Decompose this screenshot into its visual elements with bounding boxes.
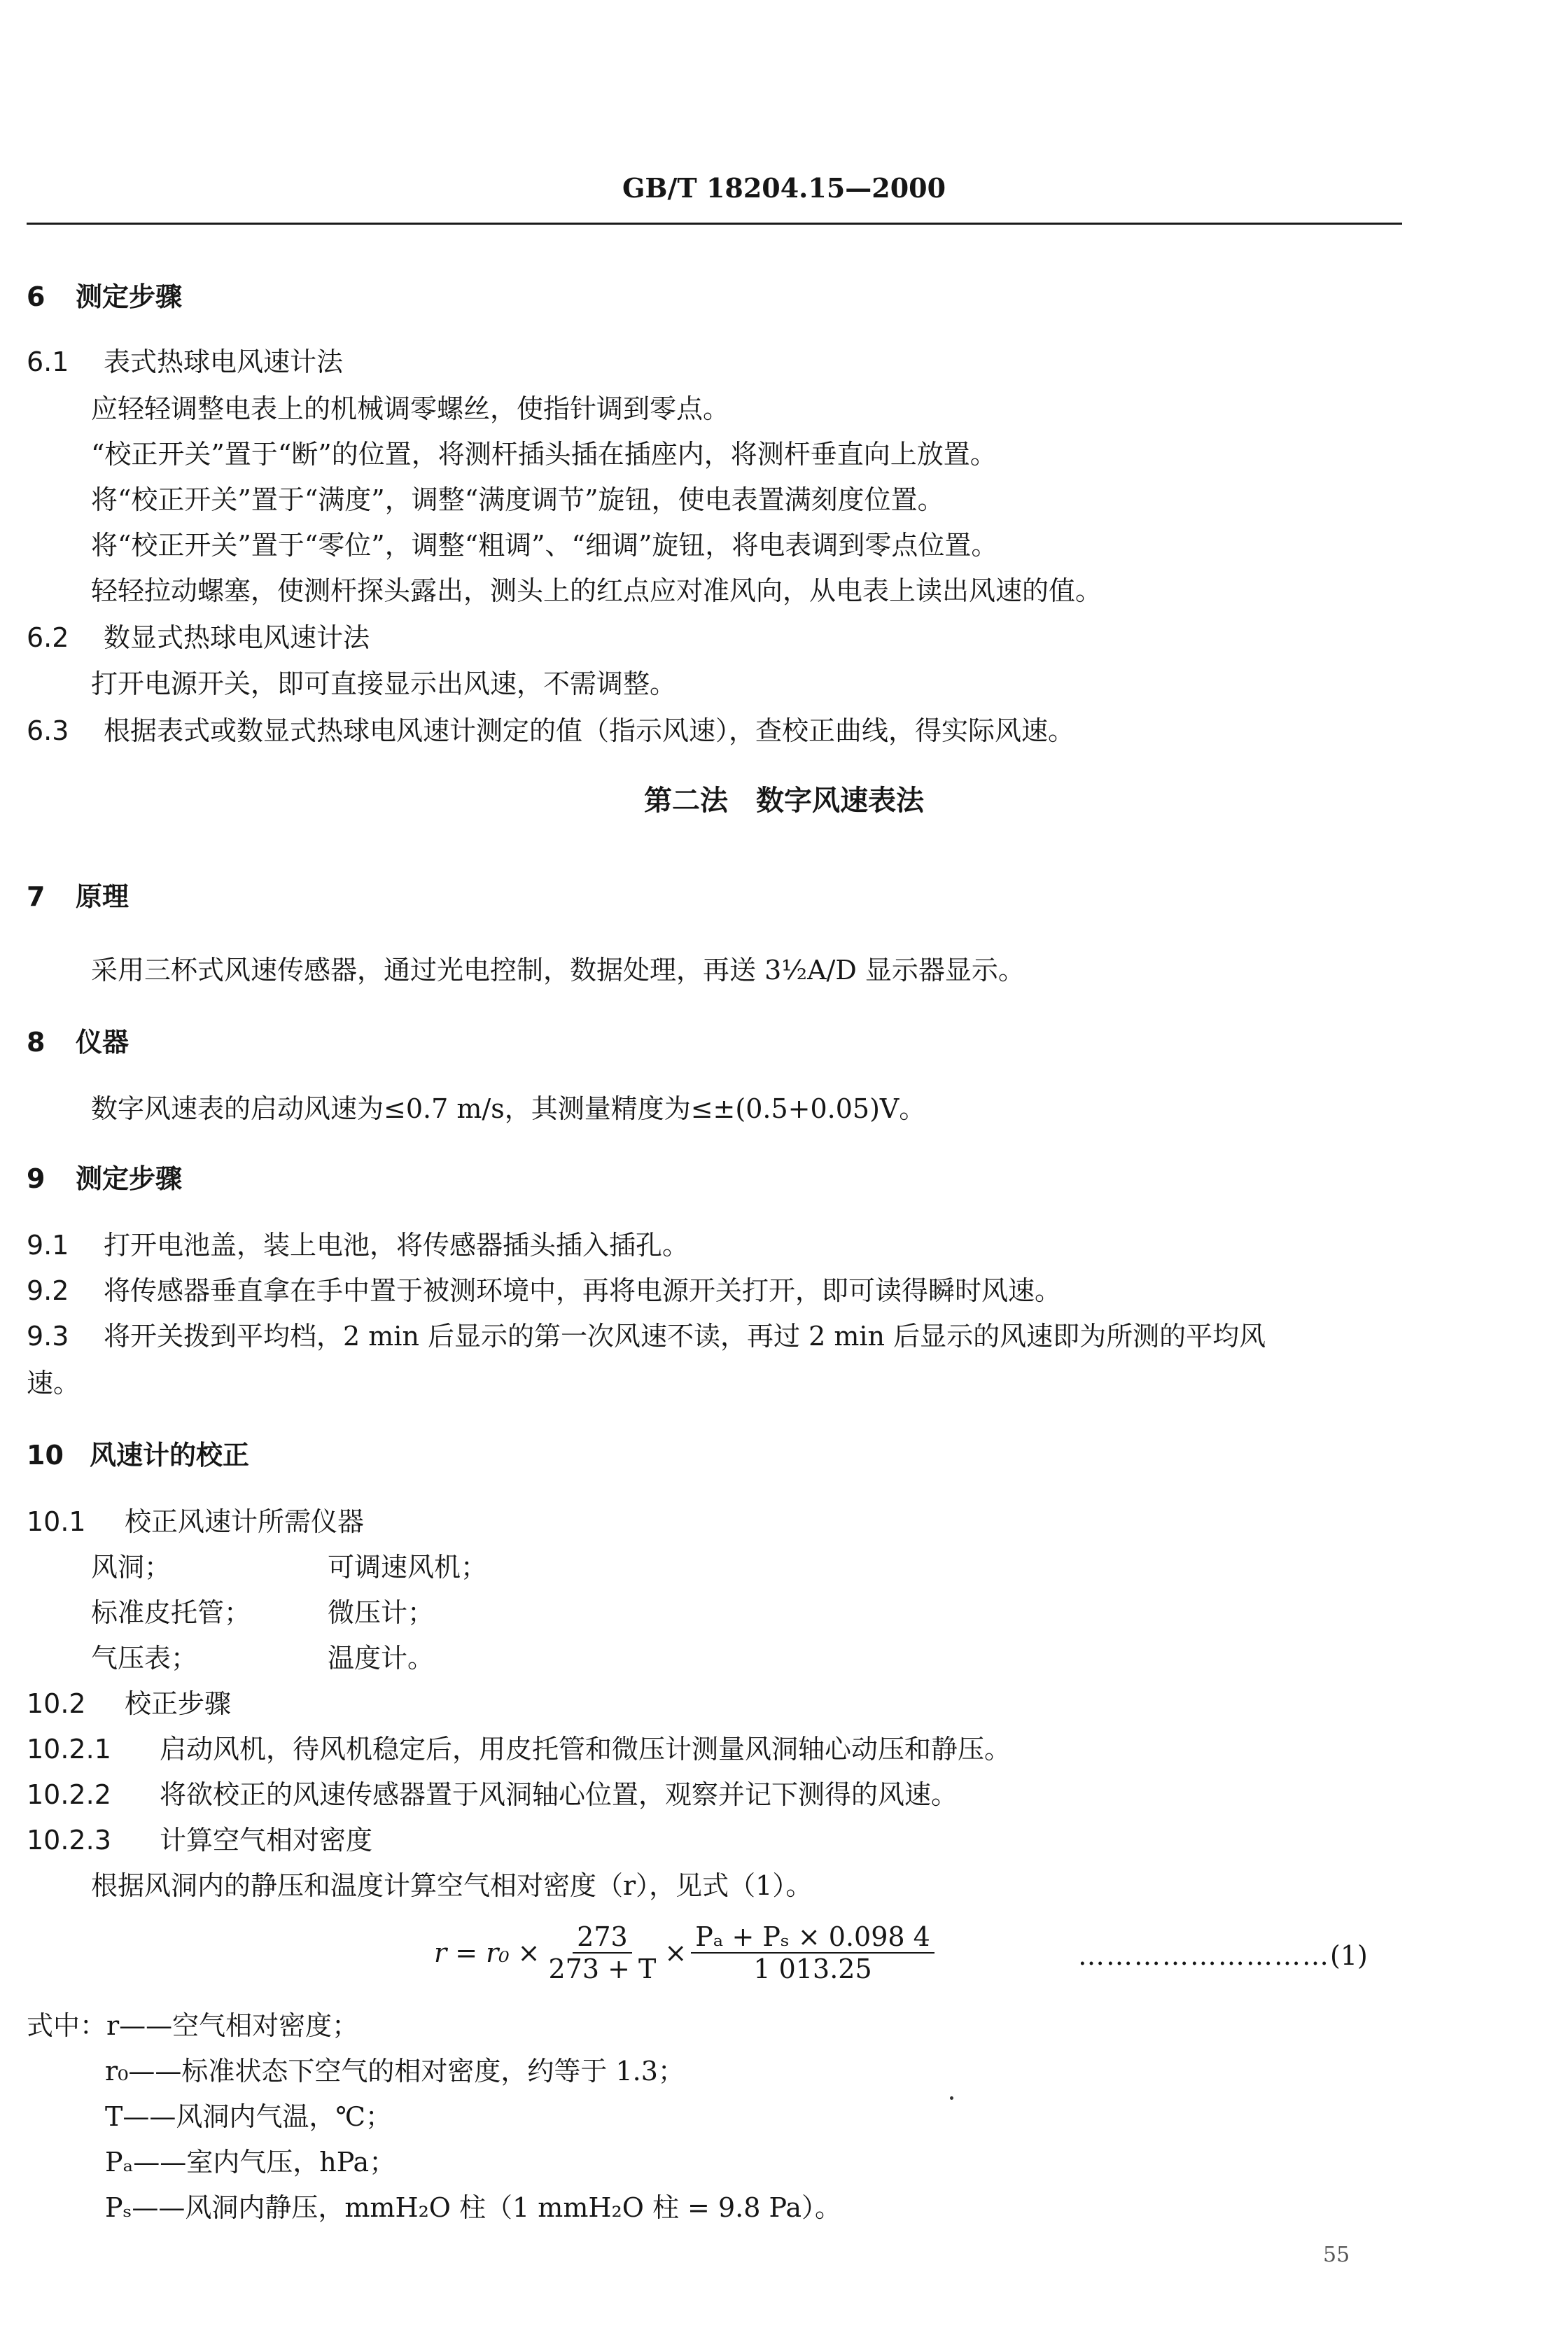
step-text: 计算空气相对密度	[160, 1825, 373, 1856]
instrument-right: 可调速风机；	[328, 1552, 488, 1583]
step-text: 将传感器垂直拿在手中置于被测环境中，再将电源开关打开，即可读得瞬时风速。	[104, 1275, 1062, 1306]
section-title: 测定步骤	[76, 1163, 183, 1194]
step-number: 10.2.2	[27, 1779, 111, 1810]
instrument-left: 风洞；	[91, 1552, 172, 1583]
subsection-title: 校正步骤	[125, 1688, 232, 1719]
step-9-3	[27, 1319, 1266, 1353]
subsection-number: 6.2	[27, 622, 69, 653]
fraction-numerator: 273	[573, 1921, 632, 1954]
paragraph-line: “校正开关”置于“断”的位置，将测杆插头插在插座内，将测杆垂直向上放置。	[91, 439, 997, 470]
step-text: 将欲校正的风速传感器置于风洞轴心位置，观察并记下测得的风速。	[160, 1779, 958, 1810]
paragraph-line: 应轻轻调整电表上的机械调零螺丝，使指针调到零点。	[91, 393, 730, 424]
instrument-right: 微压计；	[328, 1597, 435, 1628]
subsection-10-1-heading	[27, 1505, 364, 1538]
formula-number: (1)	[1330, 1940, 1368, 1971]
step-number: 9.2	[27, 1275, 69, 1306]
section-number: 8	[27, 1027, 46, 1058]
scan-speck	[950, 2096, 953, 2100]
instrument-right: 温度计。	[328, 1643, 435, 1674]
fraction-denominator: 273 + T	[548, 1954, 657, 1984]
instrument-left: 标准皮托管；	[91, 1597, 251, 1628]
subsection-number: 10.1	[27, 1506, 86, 1537]
subsection-title: 数显式热球电风速计法	[104, 622, 370, 653]
section-title: 原理	[76, 881, 130, 912]
step-10-2-2	[27, 1778, 958, 1811]
section-7-heading	[27, 880, 129, 913]
method-2-title: 第二法 数字风速表法	[644, 785, 924, 817]
formula-lhs: r = r₀ ×	[434, 1937, 540, 1968]
subsection-10-2-heading	[27, 1687, 231, 1720]
instrument-left: 气压表；	[91, 1643, 198, 1674]
section-number: 10	[27, 1440, 64, 1471]
paragraph-line: 数字风速表的启动风速为≤0.7 m/s，其测量精度为≤±(0.5+0.05)V。	[91, 1093, 926, 1124]
section-number: 7	[27, 881, 46, 912]
paragraph-line: 采用三杯式风速传感器，通过光电控制，数据处理，再送 3½A/D 显示器显示。	[91, 955, 1025, 986]
step-number: 9.3	[27, 1321, 69, 1352]
section-10-heading	[27, 1438, 249, 1472]
instrument-row	[91, 1550, 487, 1584]
step-9-3-continuation: 速。	[27, 1368, 80, 1398]
step-number: 10.2.3	[27, 1825, 111, 1856]
step-text: 打开电池盖，装上电池，将传感器插头插入插孔。	[104, 1230, 690, 1261]
header-rule	[27, 223, 1402, 225]
subsection-text: 根据表式或数显式热球电风速计测定的值（指示风速），查校正曲线，得实际风速。	[104, 715, 1075, 746]
section-number: 9	[27, 1163, 46, 1194]
subsection-number: 6.1	[27, 346, 69, 377]
formula-times: ×	[664, 1937, 687, 1968]
formula-legend-item: T——风洞内气温，℃；	[105, 2101, 392, 2132]
step-9-2	[27, 1274, 1061, 1307]
section-8-heading	[27, 1025, 129, 1059]
step-number: 10.2.1	[27, 1734, 111, 1765]
fraction-denominator: 1 013.25	[753, 1954, 872, 1984]
formula-legend-item: Pₐ——室内气压，hPa；	[105, 2147, 396, 2178]
subsection-6-3	[27, 714, 1074, 748]
section-title: 风速计的校正	[90, 1440, 250, 1471]
section-number: 6	[27, 281, 46, 312]
section-title: 测定步骤	[76, 281, 183, 312]
step-10-2-1	[27, 1732, 1011, 1766]
formula-fraction-1	[544, 1921, 660, 1984]
page-number: 55	[1323, 2243, 1350, 2267]
formula-legend-item: Pₛ——风洞内静压，mmH₂O 柱（1 mmH₂O 柱 = 9.8 Pa）。	[105, 2192, 841, 2223]
document-code-header: GB/T 18204.15—2000	[622, 172, 946, 204]
step-10-2-3	[27, 1823, 372, 1857]
section-6-heading	[27, 280, 182, 314]
paragraph-line: 将“校正开关”置于“满度”，调整“满度调节”旋钮，使电表置满刻度位置。	[91, 484, 944, 515]
step-text: 启动风机，待风机稳定后，用皮托管和微压计测量风洞轴心动压和静压。	[160, 1734, 1011, 1765]
section-9-heading	[27, 1162, 182, 1195]
paragraph-line: 打开电源开关，即可直接显示出风速，不需调整。	[91, 668, 677, 699]
subsection-6-1-heading	[27, 345, 343, 379]
formula-leader-dots: ………………………	[1078, 1940, 1330, 1971]
paragraph-line: 根据风洞内的静压和温度计算空气相对密度（r），见式（1）。	[91, 1870, 813, 1901]
subsection-number: 10.2	[27, 1688, 86, 1719]
paragraph-line: 将“校正开关”置于“零位”，调整“粗调”、“细调”旋钮，将电表调到零点位置。	[91, 530, 998, 561]
formula-1	[434, 1921, 939, 1984]
formula-fraction-2	[691, 1921, 934, 1984]
instrument-row	[91, 1641, 434, 1675]
subsection-title: 表式热球电风速计法	[104, 346, 344, 377]
step-text: 将开关拨到平均档，2 min 后显示的第一次风速不读，再过 2 min 后显示的风速即为所测的平均风	[104, 1321, 1266, 1352]
subsection-number: 6.3	[27, 715, 69, 746]
step-number: 9.1	[27, 1230, 69, 1261]
formula-legend-item: r₀——标准状态下空气的相对密度，约等于 1.3；	[105, 2056, 685, 2087]
subsection-title: 校正风速计所需仪器	[125, 1506, 365, 1537]
section-title: 仪器	[76, 1027, 130, 1058]
step-9-1	[27, 1228, 689, 1262]
instrument-row	[91, 1596, 434, 1629]
fraction-numerator: Pₐ + Pₛ × 0.098 4	[691, 1921, 934, 1954]
paragraph-line: 轻轻拉动螺塞，使测杆探头露出，测头上的红点应对准风向，从电表上读出风速的值。	[91, 575, 1102, 606]
subsection-6-2-heading	[27, 621, 370, 654]
formula-legend-intro: 式中：r——空气相对密度；	[27, 2010, 359, 2041]
